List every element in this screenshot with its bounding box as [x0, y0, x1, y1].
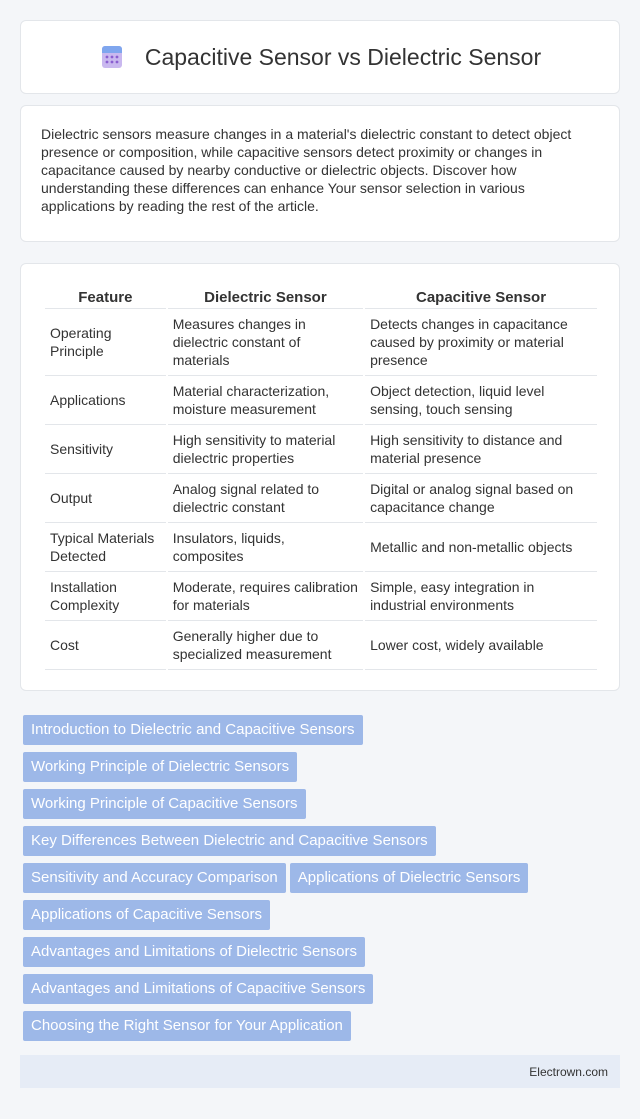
table-cell: High sensitivity to distance and material presence	[365, 425, 597, 474]
table-row	[45, 309, 597, 376]
comparison-table	[43, 284, 599, 670]
link-dielectric-advantages[interactable]: Advantages and Limitations of Dielectric Sensors	[23, 937, 365, 967]
link-dielectric-principle[interactable]: Working Principle of Dielectric Sensors	[23, 752, 297, 782]
table-cell: Digital or analog signal based on capacitance change	[365, 474, 597, 523]
link-intro[interactable]: Introduction to Dielectric and Capacitive Sensors	[23, 715, 363, 745]
table-cell: Metallic and non-metallic objects	[365, 523, 597, 572]
table-cell: Installation Complexity	[45, 572, 166, 621]
table-cell: Insulators, liquids, composites	[168, 523, 363, 572]
header-dielectric: Dielectric Sensor	[168, 284, 363, 309]
table-row	[45, 621, 597, 670]
link-choosing-sensor[interactable]: Choosing the Right Sensor for Your Application	[23, 1011, 351, 1041]
table-header-row	[45, 284, 597, 309]
table-cell: Material characterization, moisture measurement	[168, 376, 363, 425]
table-cell: Detects changes in capacitance caused by proximity or material presence	[365, 309, 597, 376]
table-cell: Operating Principle	[45, 309, 166, 376]
table-cell: Typical Materials Detected	[45, 523, 166, 572]
title-card	[20, 20, 620, 94]
link-capacitive-principle[interactable]: Working Principle of Capacitive Sensors	[23, 789, 306, 819]
table-row	[45, 376, 597, 425]
footer	[20, 1055, 620, 1088]
table-cell: Cost	[45, 621, 166, 670]
intro-card	[20, 105, 620, 242]
intro-text: Dielectric sensors measure changes in a material's dielectric constant to detect object presence or composition, while capacitive sensors detect proximity or changes in capacitance caused by nearby conductive or dielectric objects. Discover how understanding these differences can enhance Your sensor selection in various applications by reading the rest of the article.	[41, 126, 572, 214]
header-capacitive: Capacitive Sensor	[365, 284, 597, 309]
link-capacitive-applications[interactable]: Applications of Capacitive Sensors	[23, 900, 270, 930]
table-cell: Output	[45, 474, 166, 523]
table-cell: Generally higher due to specialized measurement	[168, 621, 363, 670]
table-cell: High sensitivity to material dielectric properties	[168, 425, 363, 474]
table-cell: Applications	[45, 376, 166, 425]
table-cell: Simple, easy integration in industrial environments	[365, 572, 597, 621]
link-key-differences[interactable]: Key Differences Between Dielectric and Capacitive Sensors	[23, 826, 436, 856]
table-cell: Moderate, requires calibration for materials	[168, 572, 363, 621]
table-row	[45, 425, 597, 474]
link-sensitivity[interactable]: Sensitivity and Accuracy Comparison	[23, 863, 286, 893]
table-cell: Sensitivity	[45, 425, 166, 474]
page-title: Capacitive Sensor vs Dielectric Sensor	[144, 43, 542, 70]
table-cell: Object detection, liquid level sensing, touch sensing	[365, 376, 597, 425]
calculator-icon	[99, 44, 125, 70]
link-capacitive-advantages[interactable]: Advantages and Limitations of Capacitive Sensors	[23, 974, 373, 1004]
table-cell: Analog signal related to dielectric constant	[168, 474, 363, 523]
comparison-card	[20, 263, 620, 691]
table-cell: Lower cost, widely available	[365, 621, 597, 670]
footer-site[interactable]: Electrown.com	[529, 1064, 608, 1079]
table-row	[45, 474, 597, 523]
table-row	[45, 523, 597, 572]
link-dielectric-applications[interactable]: Applications of Dielectric Sensors	[290, 863, 529, 893]
header-feature: Feature	[45, 284, 166, 309]
article-links	[23, 715, 583, 1048]
table-cell: Measures changes in dielectric constant of materials	[168, 309, 363, 376]
table-row	[45, 572, 597, 621]
